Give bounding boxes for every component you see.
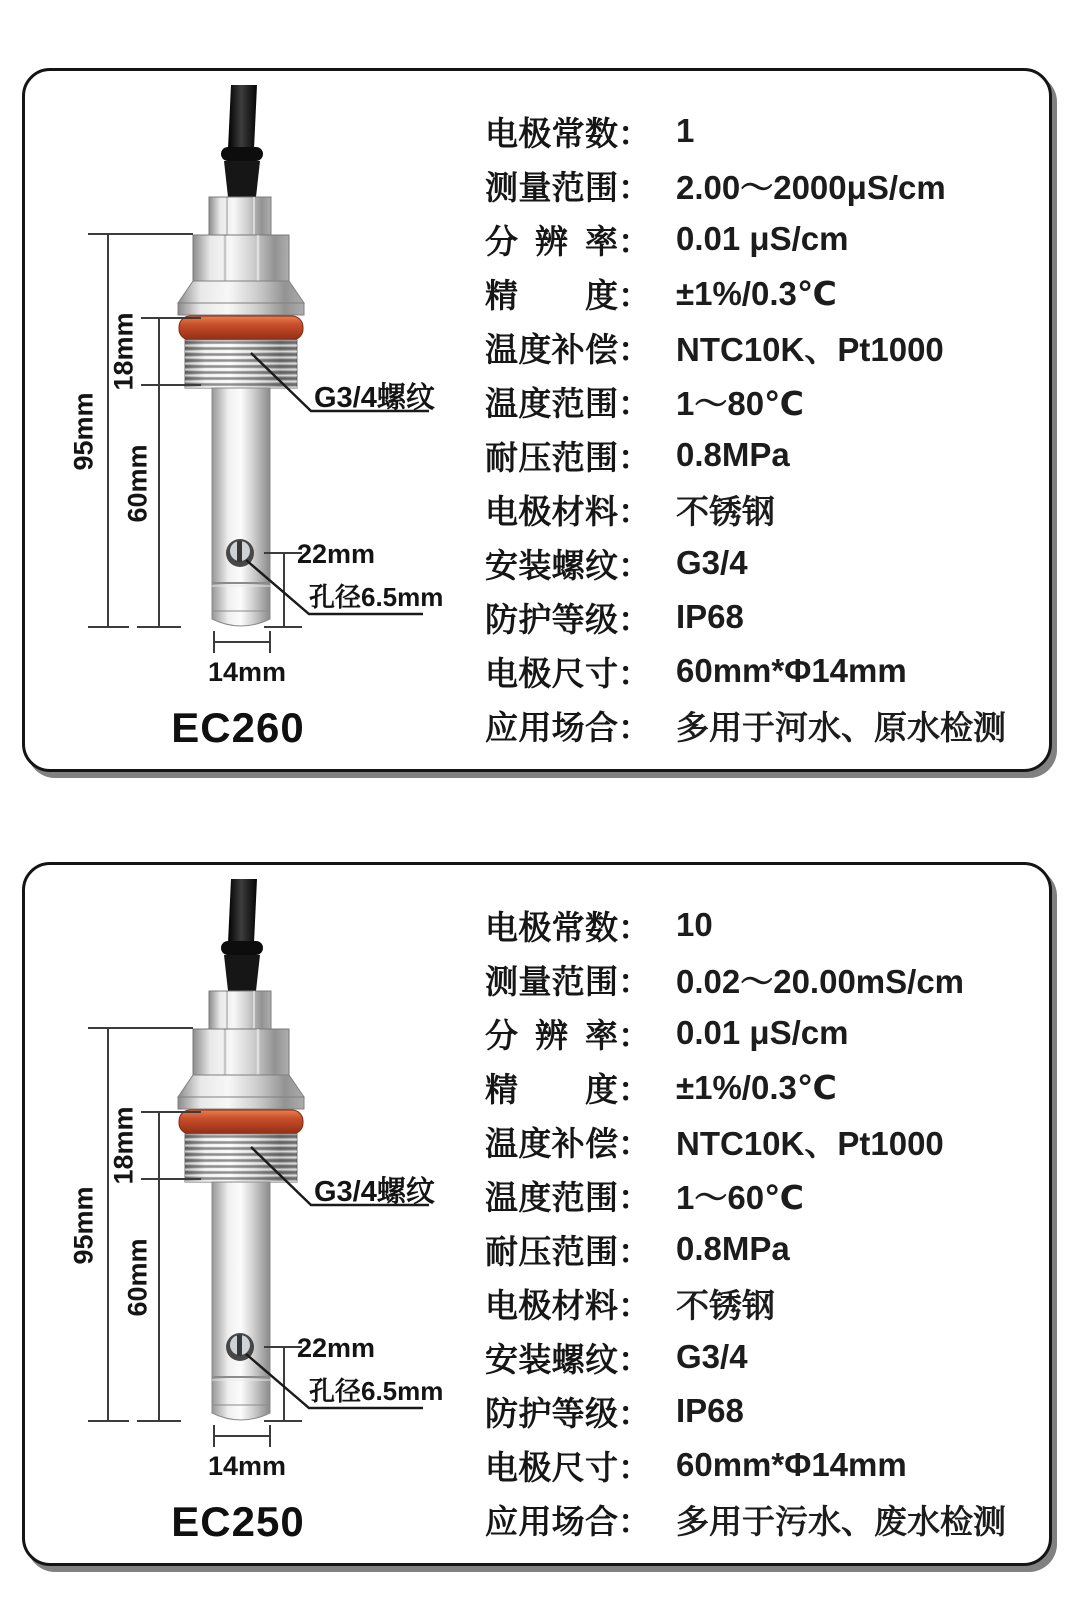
spec-label: 测量范围 xyxy=(485,962,618,1000)
o-ring xyxy=(179,316,303,340)
spec-row xyxy=(485,320,1037,374)
electrode-shaft xyxy=(212,388,270,626)
sensor-diagram-svg xyxy=(25,865,495,1465)
spec-colon: ： xyxy=(618,1502,651,1540)
spec-row xyxy=(485,104,1037,158)
spec-colon: ： xyxy=(618,1124,651,1162)
spec-label: 电极材料 xyxy=(485,492,618,530)
spec-row xyxy=(485,590,1037,644)
spec-row xyxy=(485,374,1037,428)
spec-label: 电极常数 xyxy=(485,114,618,152)
spec-row xyxy=(485,266,1037,320)
spec-colon: ： xyxy=(618,654,651,692)
spec-row xyxy=(485,644,1037,698)
spec-list xyxy=(485,104,1037,752)
spec-value: 0.01 μS/cm xyxy=(676,1014,849,1051)
spec-value: IP68 xyxy=(676,598,744,635)
spec-row xyxy=(485,1222,1037,1276)
spec-row xyxy=(485,536,1037,590)
spec-list xyxy=(485,898,1037,1546)
spec-label: 精度 xyxy=(485,1070,618,1108)
spec-value: NTC10K、Pt1000 xyxy=(676,330,944,368)
spec-label: 精度 xyxy=(485,276,618,314)
spec-row xyxy=(485,1114,1037,1168)
dim-label-thread-spec: G3/4螺纹 xyxy=(314,382,435,414)
spec-colon: ： xyxy=(618,908,651,946)
spec-row xyxy=(485,482,1037,536)
spec-label: 温度范围 xyxy=(485,1178,618,1216)
spec-label: 电极材料 xyxy=(485,1286,618,1324)
spec-value: 不锈钢 xyxy=(676,492,775,530)
spec-row xyxy=(485,428,1037,482)
spec-row xyxy=(485,1330,1037,1384)
spec-row xyxy=(485,1168,1037,1222)
spec-label: 电极尺寸 xyxy=(485,654,618,692)
dim-label-tip-diameter: 14mm xyxy=(207,1451,287,1481)
spec-colon: ： xyxy=(618,492,651,530)
spec-label: 应用场合 xyxy=(485,708,618,746)
spec-value: 60mm*Φ14mm xyxy=(676,652,907,689)
spec-colon: ： xyxy=(618,1178,651,1216)
spec-row xyxy=(485,952,1037,1006)
dim-label-thread-length: 18mm xyxy=(108,1106,139,1185)
dim-label-thread-spec: G3/4螺纹 xyxy=(314,1176,435,1208)
electrode-shaft xyxy=(212,1182,270,1420)
dim-label-thread-length: 18mm xyxy=(108,312,139,391)
spec-label: 温度补偿 xyxy=(485,1124,618,1162)
sensor-body xyxy=(178,991,304,1109)
spec-colon: ： xyxy=(618,1394,651,1432)
spec-colon: ： xyxy=(618,1286,651,1324)
spec-colon: ： xyxy=(618,330,651,368)
spec-value: 1～80℃ xyxy=(676,384,805,422)
spec-value: 0.8MPa xyxy=(676,1230,790,1267)
dim-label-hole-diameter: 孔径6.5mm xyxy=(309,1376,444,1406)
o-ring xyxy=(179,1110,303,1134)
spec-label: 耐压范围 xyxy=(485,1232,618,1270)
spec-row xyxy=(485,1492,1037,1546)
dim-label-hole-offset: 22mm xyxy=(297,1333,376,1363)
cable xyxy=(221,85,263,197)
spec-row xyxy=(485,1006,1037,1060)
spec-label: 应用场合 xyxy=(485,1502,618,1540)
sensor-diagram-svg xyxy=(25,71,495,671)
spec-value: 多用于污水、废水检测 xyxy=(676,1502,1006,1540)
spec-value: 0.01 μS/cm xyxy=(676,220,849,257)
spec-colon: ： xyxy=(618,168,651,206)
spec-row xyxy=(485,212,1037,266)
spec-colon: ： xyxy=(618,708,651,746)
spec-colon: ： xyxy=(618,1070,651,1108)
product-panel-ec260 xyxy=(22,68,1052,772)
spec-label: 电极尺寸 xyxy=(485,1448,618,1486)
spec-row xyxy=(485,1384,1037,1438)
dim-label-tip-diameter: 14mm xyxy=(207,657,287,687)
spec-label: 分辨率 xyxy=(485,1016,618,1054)
spec-row xyxy=(485,1438,1037,1492)
spec-value: NTC10K、Pt1000 xyxy=(676,1124,944,1162)
spec-colon: ： xyxy=(618,1016,651,1054)
cable xyxy=(221,879,263,991)
spec-value: 1～60℃ xyxy=(676,1178,805,1216)
spec-value: 60mm*Φ14mm xyxy=(676,1446,907,1483)
spec-colon: ： xyxy=(618,1232,651,1270)
spec-value: 1 xyxy=(676,112,695,149)
dim-label-hole-offset: 22mm xyxy=(297,539,376,569)
spec-value: IP68 xyxy=(676,1392,744,1429)
dim-label-overall-height: 95mm xyxy=(68,1186,99,1265)
spec-row xyxy=(485,898,1037,952)
dim-label-overall-height: 95mm xyxy=(68,392,99,471)
product-name: EC250 xyxy=(171,1498,305,1545)
dim-label-shaft-length: 60mm xyxy=(122,1238,153,1317)
spec-row xyxy=(485,698,1037,752)
spec-colon: ： xyxy=(618,1340,651,1378)
spec-row xyxy=(485,1276,1037,1330)
spec-value: 不锈钢 xyxy=(676,1286,775,1324)
spec-label: 防护等级 xyxy=(485,1394,618,1432)
spec-value: ±1%/0.3℃ xyxy=(676,1068,837,1106)
spec-value: ±1%/0.3℃ xyxy=(676,274,837,312)
dim-label-hole-diameter: 孔径6.5mm xyxy=(309,582,444,612)
spec-value: 10 xyxy=(676,906,713,943)
spec-value: G3/4 xyxy=(676,544,748,581)
spec-label: 防护等级 xyxy=(485,600,618,638)
spec-row xyxy=(485,158,1037,212)
spec-colon: ： xyxy=(618,384,651,422)
spec-value: 0.8MPa xyxy=(676,436,790,473)
spec-value: 多用于河水、原水检测 xyxy=(676,708,1006,746)
spec-label: 测量范围 xyxy=(485,168,618,206)
spec-colon: ： xyxy=(618,114,651,152)
spec-colon: ： xyxy=(618,1448,651,1486)
spec-label: 耐压范围 xyxy=(485,438,618,476)
spec-label: 温度范围 xyxy=(485,384,618,422)
spec-colon: ： xyxy=(618,276,651,314)
spec-colon: ： xyxy=(618,222,651,260)
spec-label: 安装螺纹 xyxy=(485,546,618,584)
spec-colon: ： xyxy=(618,600,651,638)
spec-colon: ： xyxy=(618,546,651,584)
spec-value: 2.00～2000μS/cm xyxy=(676,168,946,206)
spec-row xyxy=(485,1060,1037,1114)
spec-colon: ： xyxy=(618,438,651,476)
product-name: EC260 xyxy=(171,704,305,751)
spec-label: 安装螺纹 xyxy=(485,1340,618,1378)
spec-value: G3/4 xyxy=(676,1338,748,1375)
sensor-body xyxy=(178,197,304,315)
product-panel-ec250 xyxy=(22,862,1052,1566)
dim-label-shaft-length: 60mm xyxy=(122,444,153,523)
spec-value: 0.02～20.00mS/cm xyxy=(676,962,965,1000)
spec-label: 分辨率 xyxy=(485,222,618,260)
spec-label: 温度补偿 xyxy=(485,330,618,368)
spec-label: 电极常数 xyxy=(485,908,618,946)
spec-colon: ： xyxy=(618,962,651,1000)
